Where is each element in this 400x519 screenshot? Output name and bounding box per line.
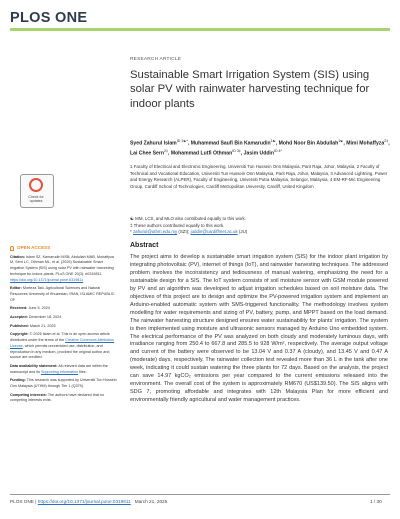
funding-block [10, 378, 118, 389]
badge-label: Check for updates [28, 195, 44, 204]
label: Competing interests: [10, 392, 47, 397]
received-date: June 5, 2024 [28, 306, 50, 311]
author-name[interactable]: Mohammad Lutfi Othman [170, 150, 233, 157]
affiliations: 1 Faculty of Electrical and Electronic Engineering, Universiti Tun Hussein Onn Malaysia, Parit Raja, Johor, Malaysia, 2 Faculty of Technical and Vocational Education, Universiti Tun Hussein Onn Malaysia, Parit Raja, Johor, Malaysia, 3 Advanced Lightning, Power and Energy Research (ALPER), Faculty of Engineering, Universiti Putra Malaysia, Selangor, Malaysia, 4 EM-RF-Mic Engineering Group, Cardiff School of Technologies, Cardiff Metropolitan University, Cardiff, United Kingdom [130, 164, 388, 190]
footer-doi-link[interactable]: https://doi.org/10.1371/journal.pone.0319811 [37, 499, 131, 504]
email-link[interactable]: juddin@cardiffmet.ac.uk [190, 229, 238, 235]
label: Citation: [10, 254, 25, 259]
email-prefix: * [130, 229, 133, 235]
label: Data availability statement: [10, 363, 58, 368]
citation-block [10, 255, 118, 284]
email-suffix: (SZI); [177, 229, 191, 235]
copyright-text: , which permits unrestricted use, distribution, and reproduction in any medium, provided the original author and source are credited. [10, 343, 110, 360]
label: Editor: [10, 286, 22, 291]
license-link[interactable]: Creative Commons Attribution License [10, 338, 115, 348]
author-name[interactable]: Mohd Noor Bin Abdullah [278, 140, 339, 147]
competing-text: The authors have declared that no competing interests exist. [10, 392, 105, 403]
abstract-text: The project aims to develop a sustainable smart irrigation system (SIS) for the indoor plant irrigation by integrating photovoltaic (PV), internet of things (IoT), and rainwater harvesting techniques. The addressed problem involves the inconsistency and tediousness of manual watering, emphasizing the need for a sustainable design for a SIS. The IoT system consists of soil moisture sensor with GSM module powered by PV and an algorithm was developed to adjust irrigation schedules based on soil moisture data. The objectives of this project are to design and optimize the PV-powered irrigation system and implement an Arduino-enabled automatic system with SMS-triggered functionality. The methodology involves system modelling for water requirements and sizing of PV, battery, pump, and MPPT based on the load demand. The rainwater harvesting structure designed ensures water sustainability for plants' irrigation. The system is then implemented using moisture and ultrasonic sensors managed by Arduino Uno embedded system. The electrical performance of the PV was analyzed on both cloudy and moderately luminous days, with irradiance ranging from 250.4 to 667.8 and 285.5 to 928 W/m², respectively. The average output voltage and current of the battery were observed to be 13.04 V and 0.37 A (cloudy), and 13.45 V and 0.47 A (moderate) days, respectively. The rainwater collection test revealed more than 36 L in the tank after one week, indicating it could sustain watering the three plants for 72 days. Based on the analysis, the project can save 14.97 kgCO₂ emissions per year compared to the current emissions released into the environment. The overall cost of the system is approximately RM670 (US$139.50). The SIS aligns with SDG 7, promoting affordable and integrates with 12th Malaysia Plan for more efficient and environmentally friendly agricultural and water management practices. [130, 254, 388, 404]
label: Received: [10, 306, 28, 311]
copyright-block [10, 332, 118, 361]
label: Funding: [10, 378, 26, 383]
label: Accepted: [10, 315, 28, 320]
open-lock-icon [10, 246, 14, 251]
author-name[interactable]: Mimi Mohaffyza [346, 140, 385, 147]
author-sup: ID 3‡ [232, 149, 241, 154]
data-text: All relevant data are within the manuscript and its [10, 363, 108, 374]
editor-text: Morteza Taki, Agricultural Sciences and Natural Resources University of Khuzestan, IRAN, ISLAMIC REPUBLIC OF [10, 286, 115, 302]
author-sup: 2‡ [384, 139, 389, 143]
abstract-heading: Abstract [130, 242, 159, 249]
author-name[interactable]: Syed Zahurul Islam [130, 140, 177, 147]
author-name[interactable]: Lai Chee Sern [130, 150, 164, 157]
update-icon [29, 178, 43, 192]
author-sup: 1☯ [270, 139, 276, 143]
author-name[interactable]: Muhammad Saufi Bin Kamarudin [190, 140, 271, 147]
received-block [10, 306, 118, 312]
article-info-sidebar [10, 245, 118, 404]
data-text: files. [78, 369, 87, 374]
journal-logo: PLOS ONE [10, 10, 88, 26]
header-rule [10, 28, 390, 31]
label: Copyright: [10, 332, 29, 337]
supporting-info-link[interactable]: Supporting information [40, 369, 79, 374]
accepted-date: December 18, 2024 [28, 315, 62, 320]
page-number: 1 / 30 [370, 499, 382, 504]
open-access-line [10, 245, 118, 252]
note-equal-contrib: ☯ MM, LCS, and MLO also contributed equally to this work. [130, 216, 246, 221]
label: Published: [10, 323, 29, 328]
footer-rule [10, 494, 390, 495]
author-list: Syed Zahurul Islam$^{ID 1☯*}$, Muhammad Saufi Bin Kamarudin$^{1☯}$, Mohd Noor Bin Abdullah$^{1☯}$, Mimi Mohaffyza$^{2\ddagger}$, Lai Chee Sern$^{2\ddagger}$, Mohammad Lutfi Othman$^{ID 3\ddagger}$, Jasim Uddin$^{ID 4*}$ [130, 139, 390, 157]
email-link[interactable]: zahurul@uthm.edu.my [132, 229, 178, 235]
article-type: RESEARCH ARTICLE [130, 57, 182, 62]
correspondence [130, 229, 390, 236]
citation-doi-link[interactable]: https://doi.org/10.1371/journal.pone.0319811 [10, 277, 84, 282]
citation-text: Islam SZ, Kamarudin MSB, Abdullah MNB, Mohaffyza M, Sern LC, Othman ML, et al. (2025) Sustainable Smart Irrigation System (SIS) using solar PV with rainwater harvesting technique for indoor plants. PLoS ONE 20(3): e0319811. [10, 254, 114, 276]
author-sup: ID 1☯* [176, 139, 188, 143]
accepted-block [10, 315, 118, 321]
funding-text: This research was supported by Universiti Tun Hussein Onn Malaysia (UTHM) through Tier 1 (Q375). [10, 378, 117, 389]
author-notes [130, 216, 390, 236]
published-date: March 21, 2025 [29, 323, 56, 328]
editor-block [10, 286, 118, 303]
article-title: Sustainable Smart Irrigation System (SIS) using solar PV with rainwater harvesting technique for indoor plants [130, 69, 370, 110]
author-sup: ID 4* [273, 149, 282, 154]
open-access-label: OPEN ACCESS [17, 245, 51, 250]
note-these-authors: ‡ These authors contributed equally to this work. [130, 222, 225, 228]
copyright-text: © 2025 Islam et al. This is an open access article distributed under the terms of the [10, 332, 110, 343]
email-suffix: (JU) [237, 229, 248, 235]
author-sup: 2‡ [163, 149, 168, 154]
footer-date: March 21, 2025 [134, 499, 168, 504]
competing-interests-block [10, 393, 118, 404]
data-availability-block [10, 364, 118, 375]
author-sup: 1☯ [338, 139, 344, 143]
footer-journal: PLOS ONE | [10, 499, 38, 504]
author-name[interactable]: Jasim Uddin [243, 150, 274, 157]
published-block [10, 324, 118, 330]
footer-citation [10, 499, 167, 504]
